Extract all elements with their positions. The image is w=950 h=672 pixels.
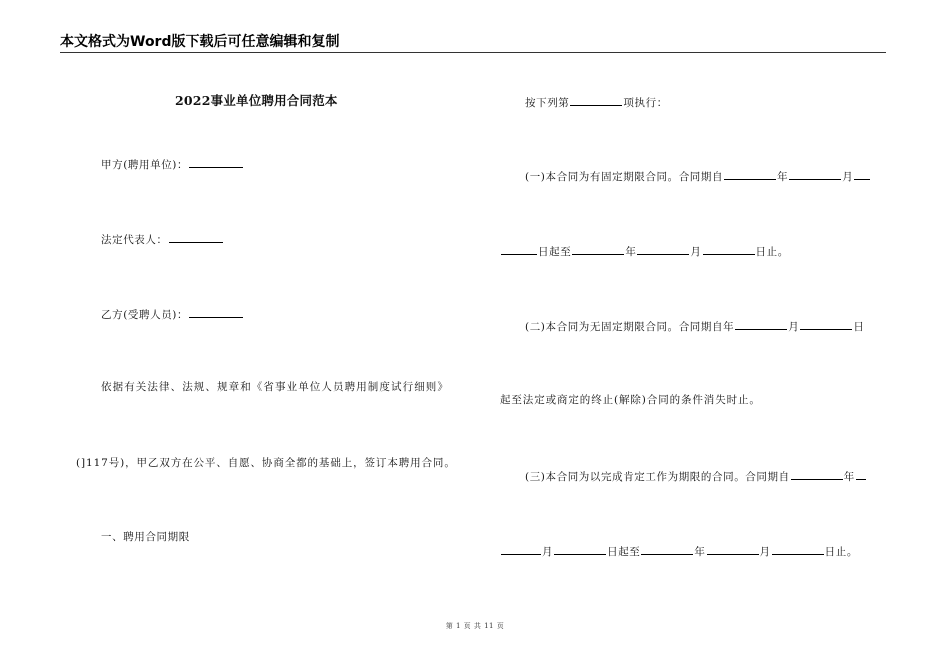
document-header: 本文格式为Word版下载后可任意编辑和复制 (60, 34, 340, 50)
task-term-line-2 (500, 543, 858, 559)
task-term-line-1 (525, 468, 867, 484)
task-term-text: (三)本合同为以完成肯定工作为期限的合同。合同期自 (525, 471, 790, 483)
end-month-label: 月 (690, 246, 702, 258)
fixed-term-line-2 (500, 243, 789, 259)
document-title: 2022事业单位聘用合同范本 (175, 93, 338, 108)
header-divider (60, 52, 886, 53)
open-month-blank (735, 318, 787, 330)
task-end-month-label: 月 (759, 546, 771, 558)
party-a-label: 甲方(聘用单位)： (101, 159, 189, 171)
end-month-blank (637, 243, 689, 255)
open-term-line-2: 起至法定或商定的终止(解除)合同的条件消失时止。 (500, 394, 761, 406)
fixed-month-blank (789, 168, 841, 180)
fixed-term-line-1 (525, 168, 871, 184)
basis-paragraph-line-1: 依据有关法律、法规、规章和《省事业单位人员聘用制度试行细则》 (101, 381, 449, 393)
legal-rep-blank (169, 231, 223, 243)
page-number: 第 1 页 共 11 页 (445, 622, 505, 630)
fixed-day-blank-cont (501, 243, 537, 255)
task-year-label: 年 (843, 471, 855, 483)
end-day-blank (703, 243, 755, 255)
fixed-term-text: (一)本合同为有固定期限合同。合同期自 (525, 171, 724, 183)
open-term-text: (二)本合同为无固定期限合同。合同期自年 (525, 321, 735, 333)
day-from-label: 日起至 (538, 246, 572, 258)
task-end-year-label: 年 (694, 546, 706, 558)
task-day-end-label: 日止。 (824, 546, 858, 558)
open-day-blank (800, 318, 852, 330)
month-label: 月 (842, 171, 854, 183)
party-b-blank (189, 306, 243, 318)
open-day-label: 日 (853, 321, 865, 333)
basis-paragraph-line-2: (]117号)，甲乙双方在公平、自愿、协商全都的基础上，签订本聘用合同。 (76, 457, 456, 469)
legal-rep-label: 法定代表人： (101, 234, 168, 246)
fixed-day-blank (854, 168, 870, 180)
intro-label-b: 项执行： (623, 97, 668, 109)
intro-line (525, 94, 668, 110)
day-end-label: 日止。 (755, 246, 789, 258)
fixed-year-blank (724, 168, 776, 180)
task-month-label: 月 (542, 546, 554, 558)
end-year-label: 年 (625, 246, 637, 258)
task-day-from-label: 日起至 (607, 546, 641, 558)
intro-blank (570, 94, 622, 106)
party-a-line (101, 156, 244, 172)
end-year-blank (572, 243, 624, 255)
party-b-line (101, 306, 244, 322)
task-month-blank (856, 468, 866, 480)
party-b-label: 乙方(受聘人员)： (101, 309, 189, 321)
party-a-blank (189, 156, 243, 168)
intro-label-a: 按下列第 (525, 97, 570, 109)
task-year-blank (791, 468, 843, 480)
task-end-day-blank (772, 543, 824, 555)
task-month-blank-cont (501, 543, 541, 555)
open-term-line-1 (525, 318, 864, 334)
section-1-heading: 一、聘用合同期限 (101, 531, 190, 543)
legal-rep-line (101, 231, 224, 247)
task-day-blank (554, 543, 606, 555)
year-label: 年 (777, 171, 789, 183)
open-month-label: 月 (788, 321, 800, 333)
task-end-month-blank (707, 543, 759, 555)
task-end-year-blank (641, 543, 693, 555)
